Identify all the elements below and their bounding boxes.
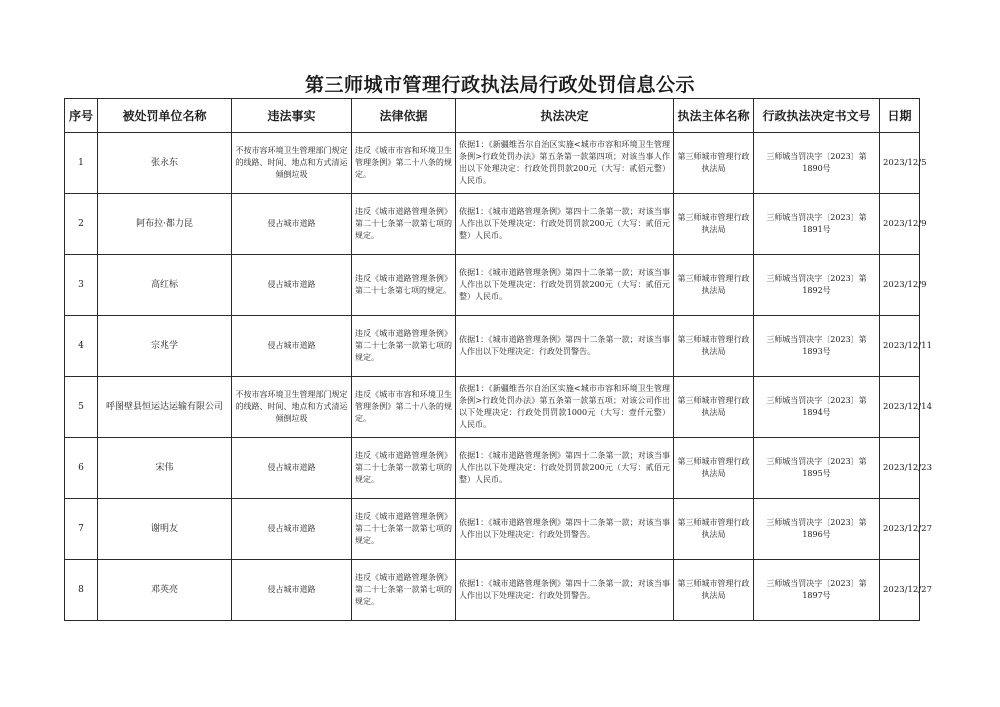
cell-violation-facts: 侵占城市道路 xyxy=(232,255,352,316)
cell-index: 2 xyxy=(65,194,98,255)
cell-index: 8 xyxy=(65,560,98,621)
cell-date: 2023/12/14 xyxy=(880,377,920,438)
table-row xyxy=(65,438,920,499)
penalty-info-table xyxy=(64,98,932,621)
cell-index: 3 xyxy=(65,255,98,316)
cell-legal-basis: 违反《城市道路管理条例》第二十七条第一款第七项的规定。 xyxy=(352,316,456,377)
header-decision: 执法决定 xyxy=(456,99,674,133)
cell-legal-basis: 违反《城市道路管理条例》第二十七条第一款第七项的规定。 xyxy=(352,560,456,621)
cell-index: 7 xyxy=(65,499,98,560)
cell-document-number: 三师城当罚决字〔2023〕第1891号 xyxy=(754,194,880,255)
cell-party-name: 宗兆学 xyxy=(98,316,232,377)
cell-violation-facts: 侵占城市道路 xyxy=(232,438,352,499)
cell-agency: 第三师城市管理行政执法局 xyxy=(674,316,754,377)
cell-legal-basis: 违反《城市道路管理条例》第二十七条第一款第七项的规定。 xyxy=(352,194,456,255)
cell-decision: 依据1：《城市道路管理条例》第四十二条第一款；对该当事人作出以下处理决定：行政处罚罚款200元（大写：贰佰元整）人民币。 xyxy=(456,438,674,499)
cell-party-name: 呼图壁县恒运达运输有限公司 xyxy=(98,377,232,438)
cell-legal-basis: 违反《城市道路管理条例》第二十七条第一款第七项的规定。 xyxy=(352,499,456,560)
cell-agency: 第三师城市管理行政执法局 xyxy=(674,560,754,621)
cell-index: 5 xyxy=(65,377,98,438)
header-document-number: 行政执法决定书文号 xyxy=(754,99,880,133)
cell-agency: 第三师城市管理行政执法局 xyxy=(674,499,754,560)
cell-decision: 依据1：《城市道路管理条例》第四十二条第一款；对该当事人作出以下处理决定：行政处罚罚款200元（大写：贰佰元整）人民币。 xyxy=(456,255,674,316)
cell-decision: 依据1：《新疆维吾尔自治区实施<城市市容和环境卫生管理条例>行政处罚办法》第五条第一款第四项；对该当事人作出以下处理决定：行政处罚罚款200元（大写：贰佰元整）人民币。 xyxy=(456,133,674,194)
header-violation-facts: 违法事实 xyxy=(232,99,352,133)
cell-document-number: 三师城当罚决字〔2023〕第1897号 xyxy=(754,560,880,621)
cell-document-number: 三师城当罚决字〔2023〕第1896号 xyxy=(754,499,880,560)
cell-agency: 第三师城市管理行政执法局 xyxy=(674,438,754,499)
header-index: 序号 xyxy=(65,99,98,133)
cell-legal-basis: 违反《城市道路管理条例》第二十七条第一款第七项的规定。 xyxy=(352,438,456,499)
header-date: 日期 xyxy=(880,99,920,133)
cell-date: 2023/12/9 xyxy=(880,194,920,255)
cell-agency: 第三师城市管理行政执法局 xyxy=(674,194,754,255)
cell-party-name: 邓英亮 xyxy=(98,560,232,621)
cell-party-name: 阿布拉·都力昆 xyxy=(98,194,232,255)
header-party-name: 被处罚单位名称 xyxy=(98,99,232,133)
cell-party-name: 谢明友 xyxy=(98,499,232,560)
cell-decision: 依据1：《城市道路管理条例》第四十二条第一款；对该当事人作出以下处理决定：行政处罚警告。 xyxy=(456,316,674,377)
cell-legal-basis: 违反《城市市容和环境卫生管理条例》第二十八条的规定。 xyxy=(352,377,456,438)
cell-decision: 依据1：《城市道路管理条例》第四十二条第一款；对该当事人作出以下处理决定：行政处罚罚款200元（大写：贰佰元整）人民币。 xyxy=(456,194,674,255)
cell-agency: 第三师城市管理行政执法局 xyxy=(674,133,754,194)
cell-violation-facts: 侵占城市道路 xyxy=(232,499,352,560)
cell-agency: 第三师城市管理行政执法局 xyxy=(674,377,754,438)
cell-violation-facts: 侵占城市道路 xyxy=(232,194,352,255)
cell-decision: 依据1：《城市道路管理条例》第四十二条第一款；对该当事人作出以下处理决定：行政处罚警告。 xyxy=(456,560,674,621)
cell-party-name: 宋伟 xyxy=(98,438,232,499)
cell-violation-facts: 侵占城市道路 xyxy=(232,316,352,377)
cell-document-number: 三师城当罚决字〔2023〕第1892号 xyxy=(754,255,880,316)
cell-date: 2023/12/23 xyxy=(880,438,920,499)
table-row xyxy=(65,377,920,438)
cell-index: 6 xyxy=(65,438,98,499)
table-row xyxy=(65,194,920,255)
cell-date: 2023/12/5 xyxy=(880,133,920,194)
cell-legal-basis: 违反《城市道路管理条例》第二十七条第七项的规定。 xyxy=(352,255,456,316)
page-title: 第三师城市管理行政执法局行政处罚信息公示 xyxy=(304,74,695,96)
table-row xyxy=(65,316,920,377)
table-row xyxy=(65,560,920,621)
cell-document-number: 三师城当罚决字〔2023〕第1894号 xyxy=(754,377,880,438)
cell-date: 2023/12/27 xyxy=(880,560,920,621)
cell-violation-facts: 不按市容环境卫生管理部门规定的线路、时间、地点和方式清运倾倒垃圾 xyxy=(232,377,352,438)
table-body xyxy=(65,133,932,621)
cell-document-number: 三师城当罚决字〔2023〕第1893号 xyxy=(754,316,880,377)
header-legal-basis: 法律依据 xyxy=(352,99,456,133)
cell-date: 2023/12/27 xyxy=(880,499,920,560)
cell-date: 2023/12/9 xyxy=(880,255,920,316)
cell-legal-basis: 违反《城市市容和环境卫生管理条例》第二十八条的规定。 xyxy=(352,133,456,194)
cell-document-number: 三师城当罚决字〔2023〕第1895号 xyxy=(754,438,880,499)
table-row xyxy=(65,133,920,194)
cell-party-name: 高红标 xyxy=(98,255,232,316)
cell-agency: 第三师城市管理行政执法局 xyxy=(674,255,754,316)
cell-decision: 依据1：《新疆维吾尔自治区实施<城市市容和环境卫生管理条例>行政处罚办法》第五条第一款第五项；对该公司作出以下处理决定：行政处罚罚款1000元（大写：壹仟元整）人民币。 xyxy=(456,377,674,438)
cell-document-number: 三师城当罚决字〔2023〕第1890号 xyxy=(754,133,880,194)
cell-violation-facts: 侵占城市道路 xyxy=(232,560,352,621)
cell-date: 2023/12/11 xyxy=(880,316,920,377)
cell-party-name: 张永东 xyxy=(98,133,232,194)
cell-decision: 依据1：《城市道路管理条例》第四十二条第一款；对该当事人作出以下处理决定：行政处罚警告。 xyxy=(456,499,674,560)
table-header-row xyxy=(65,99,920,133)
cell-violation-facts: 不按市容环境卫生管理部门规定的线路、时间、地点和方式清运倾倒垃圾 xyxy=(232,133,352,194)
table-row xyxy=(65,499,920,560)
cell-index: 4 xyxy=(65,316,98,377)
header-agency: 执法主体名称 xyxy=(674,99,754,133)
table-row xyxy=(65,255,920,316)
cell-index: 1 xyxy=(65,133,98,194)
